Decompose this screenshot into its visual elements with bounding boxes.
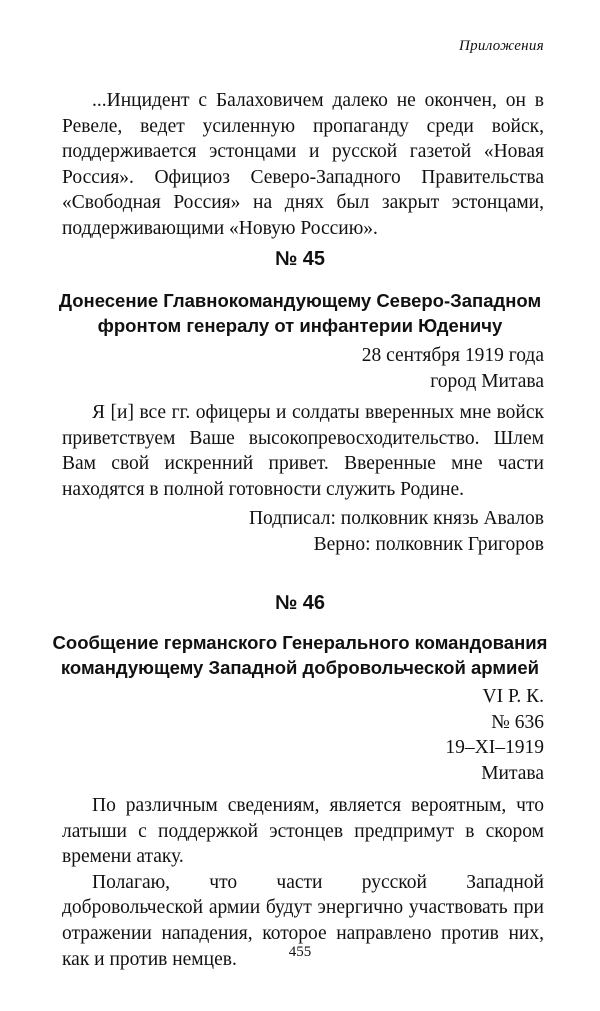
doc46-title-line2: командующему Западной добровольческой армией — [60, 657, 540, 678]
doc45-dateline — [362, 343, 544, 394]
doc46-number: № 46 — [274, 592, 326, 614]
doc45-signed: Подписал: полковник князь Авалов — [248, 508, 544, 529]
doc46-ref1: VI Р. К. — [482, 686, 544, 707]
doc46-ref2: № 636 — [491, 711, 544, 733]
doc46-place: Митава — [481, 762, 544, 784]
doc46-paragraph2: Полагаю, что части русской Западной добровольческой армии будут энергично участвовать при отражении нападения, которое направлено против них, как и против немцев. — [62, 871, 544, 970]
doc45-number: № 45 — [274, 248, 326, 270]
doc45-title-line1: Донесение Главнокомандующему Северо-Западном — [58, 290, 542, 311]
doc45-text: Я [и] все гг. офицеры и солдаты вверенных мне войск приветствуем Ваше высокопревосходительство. Шлем Вам свой искренний привет. Вверенные мне части находятся в полной готовности служить Родине. — [62, 402, 544, 500]
doc46-date: 19–XI–1919 — [445, 737, 544, 759]
intro-paragraph-block — [62, 88, 544, 242]
doc45-verified: Верно: полковник Григоров — [313, 533, 544, 555]
doc45-date: 28 сентября 1919 года — [361, 345, 544, 366]
doc45-signature — [249, 506, 544, 557]
doc46-title — [0, 630, 600, 680]
doc46-paragraph1: По различным сведениям, является вероятным, что латыши с поддержкой эстонцев предпримут в скором времени атаку. — [62, 795, 544, 868]
doc45-title — [0, 288, 600, 338]
doc46-dateline — [445, 684, 544, 786]
doc45-place: город Митава — [430, 370, 544, 392]
intro-paragraph: ...Инцидент с Балаховичем далеко не окончен, он в Ревеле, ведет усиленную пропаганду среди войск, поддерживается эстонцами и русской газетой «Новая Россия». Официоз Северо-Западного Правительства «Свободная Россия» на днях был закрыт эстонцами, поддерживающими «Новую Россию». — [62, 90, 544, 239]
doc45-text-block — [62, 400, 544, 502]
page-number: 455 — [288, 944, 312, 960]
running-header: Приложения — [458, 38, 544, 54]
doc46-title-line1: Сообщение германского Генерального командования — [52, 632, 548, 653]
doc45-title-line2: фронтом генералу от инфантерии Юденичу — [97, 315, 503, 336]
